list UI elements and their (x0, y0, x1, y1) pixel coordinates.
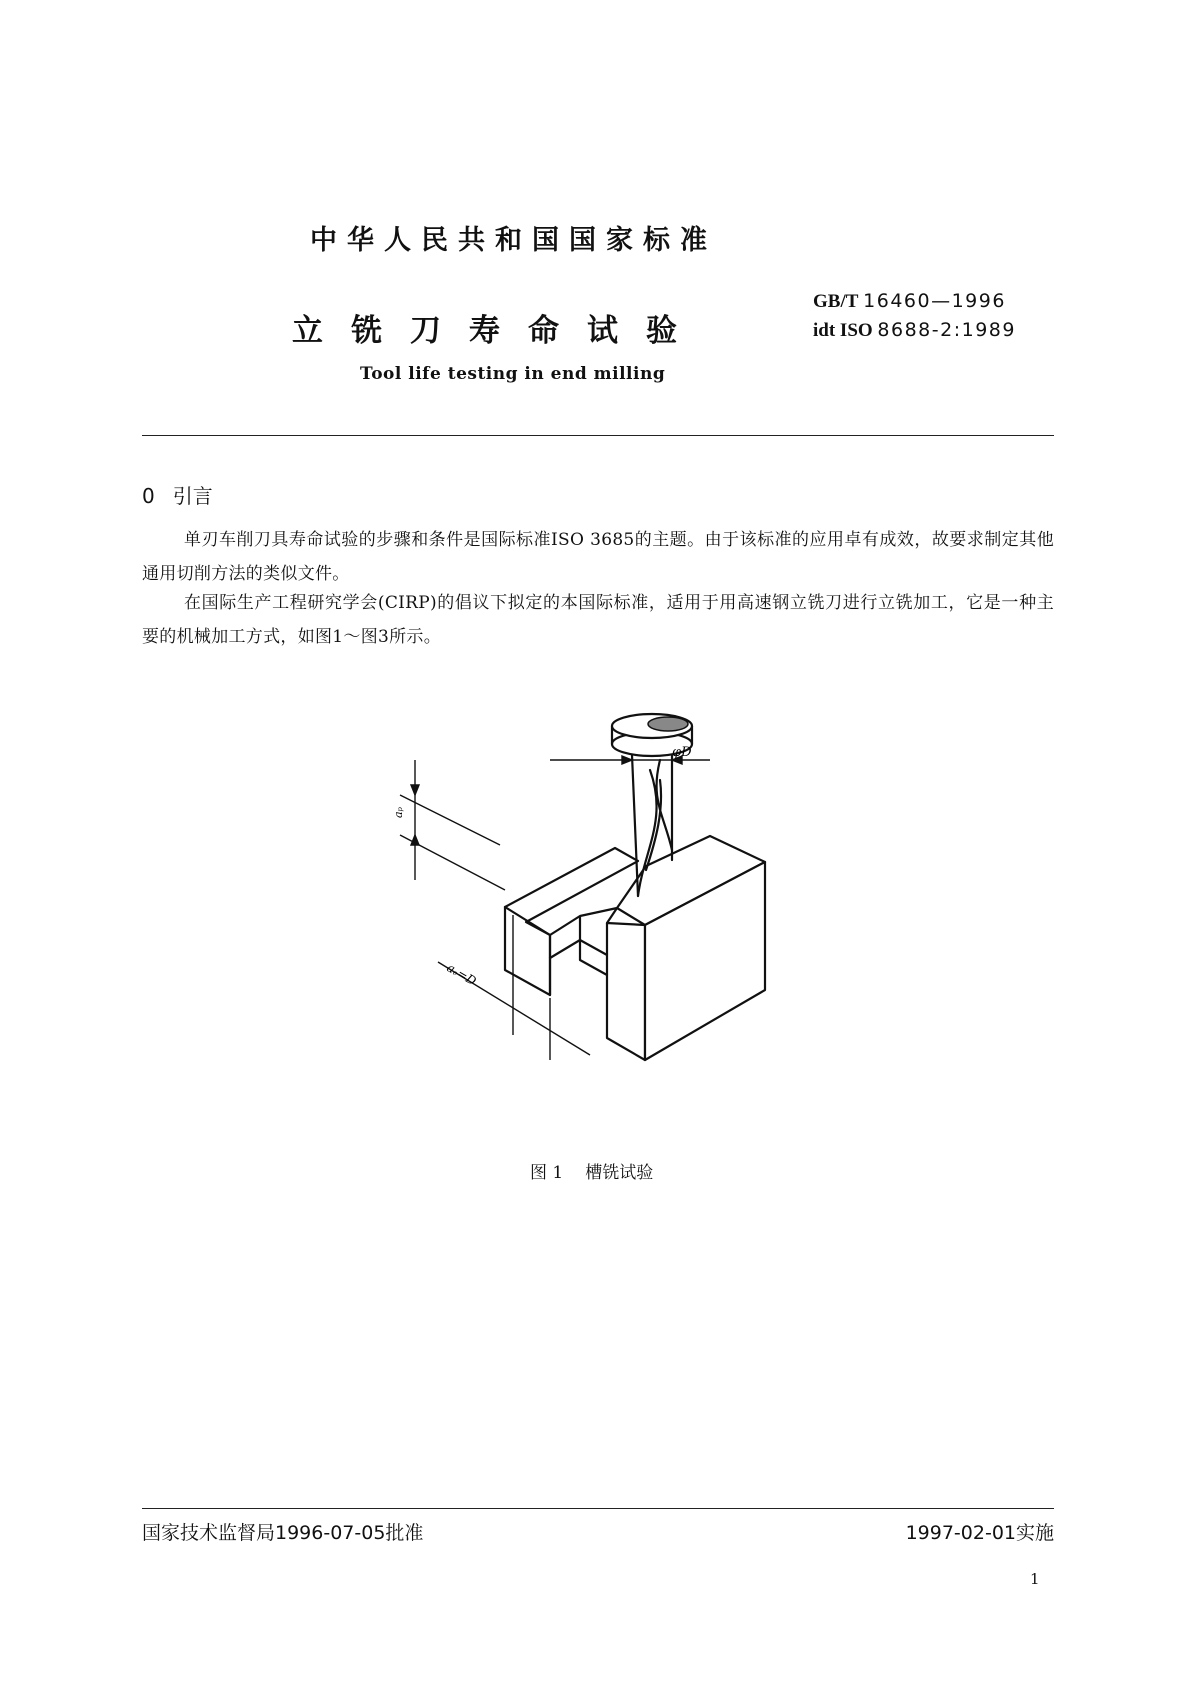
page-number: 1 (1030, 1570, 1040, 1588)
iso-equivalence (813, 316, 1016, 345)
national-standard-heading: 中华人民共和国国家标准 (310, 225, 717, 256)
section-title: 引言 (172, 484, 213, 508)
figure-caption (530, 1158, 653, 1183)
workpiece-front-left (505, 907, 550, 995)
workpiece-top-left (505, 848, 638, 922)
depth-arrow-top (411, 785, 419, 795)
iso-equivalence-prefix: idt ISO (813, 320, 873, 341)
header-divider (142, 435, 1054, 436)
workpiece-front-right (607, 923, 645, 1060)
standard-title-english: Tool life testing in end milling (360, 364, 666, 384)
slot-milling-figure (392, 700, 790, 1140)
standard-title-chinese: 立铣刀寿命试验 (292, 313, 705, 349)
footer-divider (142, 1508, 1054, 1509)
depth-arrow-bottom (411, 835, 419, 845)
cutter-top-hatch (648, 717, 688, 731)
effective-date: 1997-02-01实施 (905, 1522, 1054, 1544)
slot-floor (550, 940, 607, 958)
section-heading (142, 480, 213, 509)
standard-number-code: 16460—1996 (863, 290, 1006, 312)
standard-number (813, 287, 1016, 316)
approval-date: 国家技术监督局1996-07-05批准 (142, 1522, 424, 1544)
figure-caption-text: 槽铣试验 (585, 1163, 654, 1183)
diameter-label: φD (672, 745, 692, 760)
section-number: 0 (142, 484, 155, 508)
depth-label: aₚ (392, 807, 405, 818)
iso-equivalence-code: 8688-2:1989 (877, 319, 1016, 341)
standard-identifier-block (813, 287, 1016, 345)
width-label: aₑ=D (444, 960, 479, 989)
figure-caption-label: 图 1 (530, 1163, 564, 1183)
paragraph-1: 单刃车削刀具寿命试验的步骤和条件是国际标准ISO 3685的主题。由于该标准的应用卓有成效，故要求制定其他通用切削方法的类似文件。 (142, 530, 1054, 584)
diameter-arrow-left (622, 756, 632, 764)
standard-number-prefix: GB/T (813, 291, 859, 312)
paragraph-2: 在国际生产工程研究学会(CIRP)的倡议下拟定的本国际标准，适用于用高速钢立铣刀进行立铣加工，它是一种主要的机械加工方式，如图1～图3所示。 (142, 593, 1054, 647)
